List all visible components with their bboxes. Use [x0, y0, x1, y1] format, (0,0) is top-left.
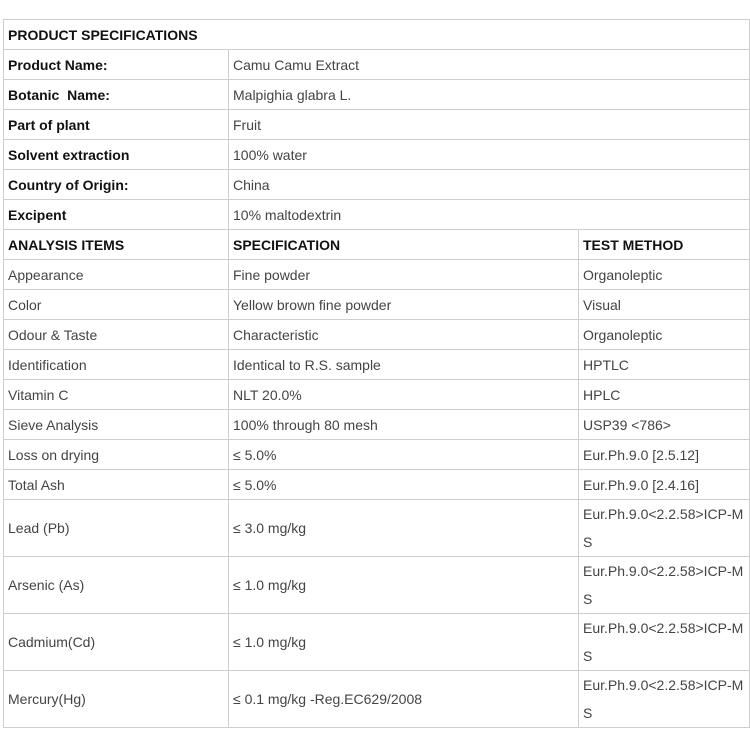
analysis-item: Mercury(Hg)	[4, 671, 229, 728]
table-row	[4, 500, 750, 557]
info-value: 10% maltodextrin	[229, 200, 750, 230]
analysis-item: Lead (Pb)	[4, 500, 229, 557]
analysis-item: Vitamin C	[4, 380, 229, 410]
analysis-header-row	[4, 230, 750, 260]
table-row	[4, 557, 750, 614]
table-title: PRODUCT SPECIFICATIONS	[4, 20, 750, 50]
info-row	[4, 200, 750, 230]
info-row	[4, 80, 750, 110]
analysis-item: Cadmium(Cd)	[4, 614, 229, 671]
analysis-spec: ≤ 3.0 mg/kg	[229, 500, 579, 557]
analysis-item: Total Ash	[4, 470, 229, 500]
analysis-method: Eur.Ph.9.0<2.2.58>ICP-MS	[579, 500, 750, 557]
table-row	[4, 470, 750, 500]
info-row	[4, 50, 750, 80]
analysis-spec: ≤ 1.0 mg/kg	[229, 557, 579, 614]
analysis-method: USP39 <786>	[579, 410, 750, 440]
table-row	[4, 410, 750, 440]
info-label: Country of Origin:	[4, 170, 229, 200]
table-row	[4, 290, 750, 320]
info-label: Excipent	[4, 200, 229, 230]
info-row	[4, 170, 750, 200]
info-label: Product Name:	[4, 50, 229, 80]
analysis-method: Organoleptic	[579, 320, 750, 350]
column-header-method: TEST METHOD	[579, 230, 750, 260]
table-row	[4, 350, 750, 380]
column-header-spec: SPECIFICATION	[229, 230, 579, 260]
info-row	[4, 140, 750, 170]
analysis-spec: 100% through 80 mesh	[229, 410, 579, 440]
analysis-method: Eur.Ph.9.0 [2.4.16]	[579, 470, 750, 500]
analysis-spec: NLT 20.0%	[229, 380, 579, 410]
info-value: 100% water	[229, 140, 750, 170]
analysis-method: Eur.Ph.9.0<2.2.58>ICP-MS	[579, 614, 750, 671]
analysis-spec: Characteristic	[229, 320, 579, 350]
table-row	[4, 320, 750, 350]
analysis-item: Color	[4, 290, 229, 320]
analysis-method: HPTLC	[579, 350, 750, 380]
info-label: Solvent extraction	[4, 140, 229, 170]
analysis-spec: ≤ 0.1 mg/kg -Reg.EC629/2008	[229, 671, 579, 728]
analysis-spec: Fine powder	[229, 260, 579, 290]
info-row	[4, 110, 750, 140]
analysis-method: Organoleptic	[579, 260, 750, 290]
analysis-spec: ≤ 1.0 mg/kg	[229, 614, 579, 671]
info-value: Camu Camu Extract	[229, 50, 750, 80]
table-row	[4, 440, 750, 470]
analysis-method: HPLC	[579, 380, 750, 410]
info-label: Part of plant	[4, 110, 229, 140]
analysis-item: Arsenic (As)	[4, 557, 229, 614]
analysis-item: Appearance	[4, 260, 229, 290]
analysis-spec: ≤ 5.0%	[229, 470, 579, 500]
analysis-item: Sieve Analysis	[4, 410, 229, 440]
analysis-method: Eur.Ph.9.0<2.2.58>ICP-MS	[579, 671, 750, 728]
info-label: Botanic Name:	[4, 80, 229, 110]
analysis-item: Odour & Taste	[4, 320, 229, 350]
table-row	[4, 380, 750, 410]
info-value: Malpighia glabra L.	[229, 80, 750, 110]
info-value: Fruit	[229, 110, 750, 140]
table-row	[4, 671, 750, 728]
analysis-spec: ≤ 5.0%	[229, 440, 579, 470]
table-row	[4, 614, 750, 671]
analysis-method: Visual	[579, 290, 750, 320]
info-value: China	[229, 170, 750, 200]
analysis-item: Identification	[4, 350, 229, 380]
product-specifications-table	[3, 19, 750, 728]
analysis-method: Eur.Ph.9.0 [2.5.12]	[579, 440, 750, 470]
analysis-spec: Identical to R.S. sample	[229, 350, 579, 380]
analysis-item: Loss on drying	[4, 440, 229, 470]
analysis-spec: Yellow brown fine powder	[229, 290, 579, 320]
analysis-method: Eur.Ph.9.0<2.2.58>ICP-MS	[579, 557, 750, 614]
title-row	[4, 20, 750, 50]
table-row	[4, 260, 750, 290]
column-header-item: ANALYSIS ITEMS	[4, 230, 229, 260]
